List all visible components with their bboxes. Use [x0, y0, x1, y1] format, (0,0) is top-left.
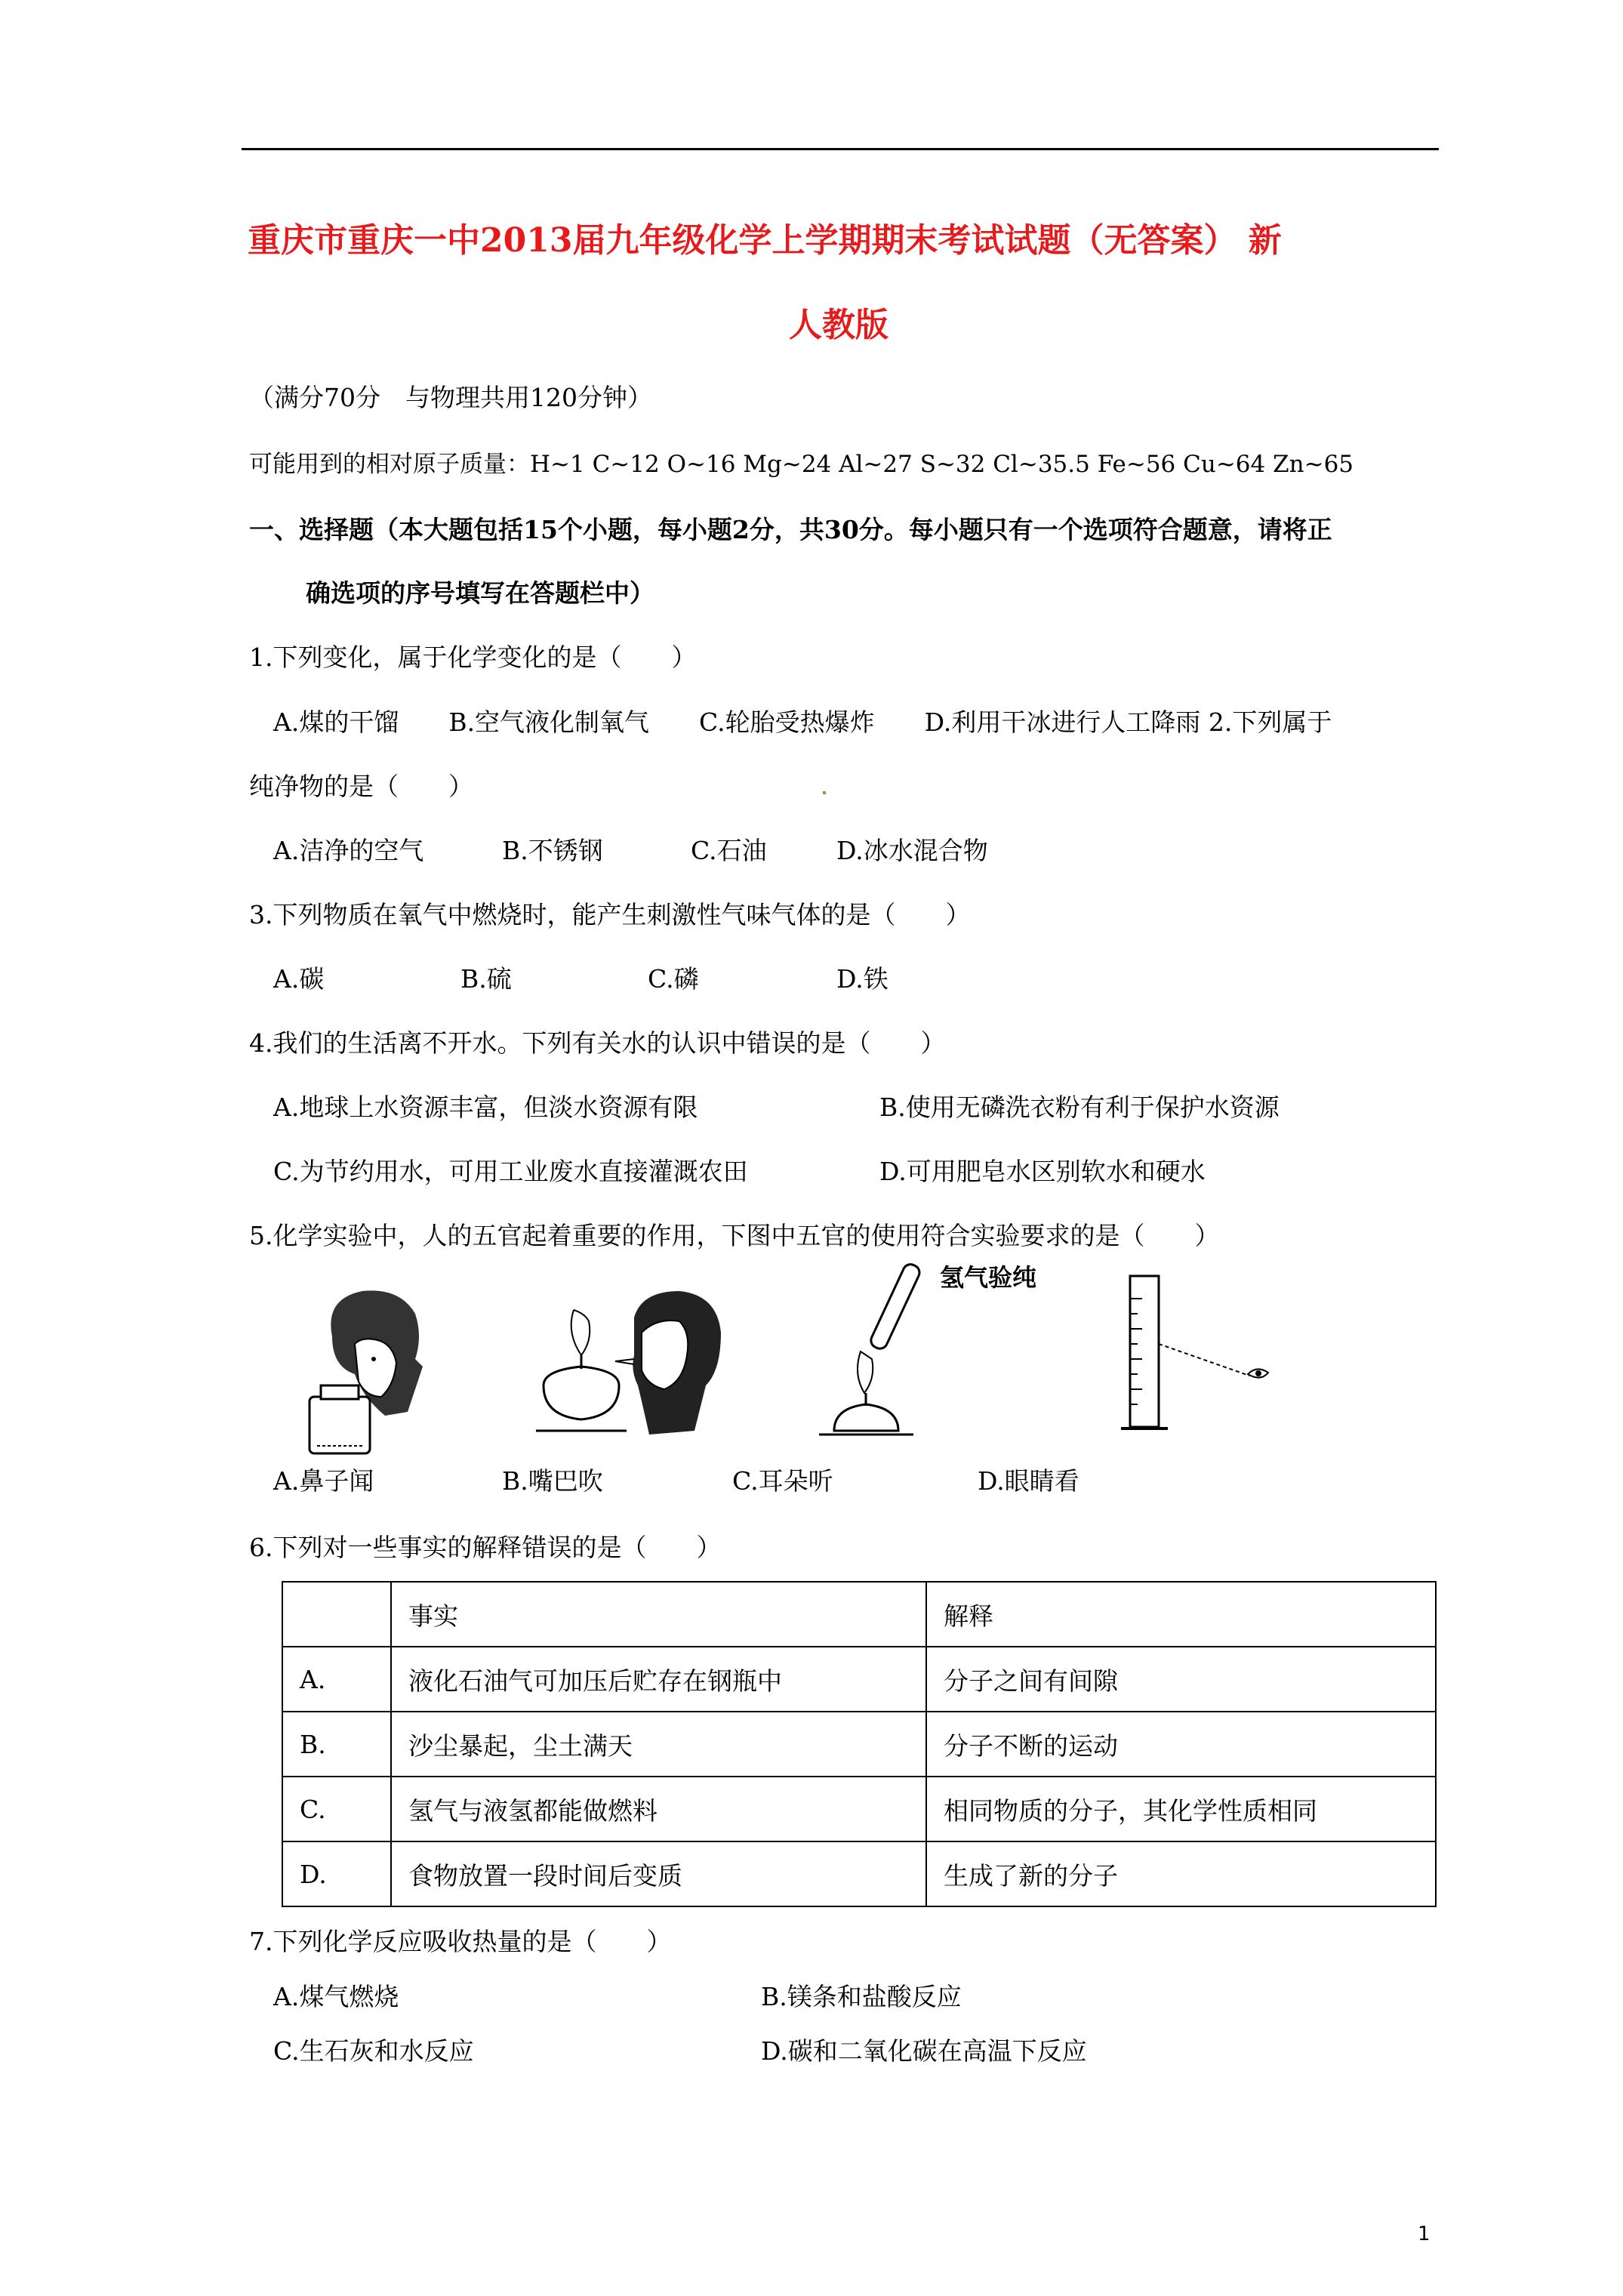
q4-option-c: C.为节约用水，可用工业废水直接灌溉农田: [273, 1157, 748, 1186]
q4-option-a: A.地球上水资源丰富，但淡水资源有限: [273, 1093, 698, 1122]
section1-heading: 一、选择题（本大题包括15个小题，每小题2分，共30分。每小题只有一个选项符合题意，请将正: [249, 515, 1332, 544]
q4-option-b: B.使用无磷洗衣粉有利于保护水资源: [879, 1093, 1280, 1122]
q3-stem: 3.下列物质在氧气中燃烧时，能产生刺激性气味气体的是（ ）: [249, 900, 971, 929]
nose-smell-figure: [302, 1284, 438, 1457]
table-row: [282, 1777, 1436, 1841]
table-cell: 分子之间有间隙: [926, 1647, 1436, 1712]
page-number: 1: [1418, 2223, 1431, 2245]
table-row: [282, 1712, 1436, 1777]
q5-option-d: D.眼睛看: [978, 1466, 1079, 1496]
table-header-cell: 事实: [391, 1582, 926, 1647]
q2-stem: 纯净物的是（ ）: [249, 772, 473, 801]
page-title-line1: 重庆市重庆一中2013届九年级化学上学期期末考试试题（无答案） 新: [248, 221, 1282, 260]
table-cell: 沙尘暴起，尘土满天: [391, 1712, 926, 1777]
speck: [823, 791, 826, 794]
eye-look-figure: [1113, 1268, 1280, 1442]
table-header-cell: [282, 1582, 391, 1647]
q3-option-d: D.铁: [836, 964, 888, 994]
q2-option-c: C.石油: [691, 836, 767, 865]
q6-stem: 6.下列对一些事实的解释错误的是（ ）: [249, 1533, 722, 1562]
table-cell: 氢气与液氢都能做燃料: [391, 1777, 926, 1841]
header-rule: [242, 148, 1439, 150]
q5-option-a: A.鼻子闻: [273, 1466, 374, 1496]
q1-options: A.煤的干馏 B.空气液化制氧气 C.轮胎受热爆炸 D.利用干冰进行人工降雨 2.下列属于: [273, 707, 1332, 737]
table-cell: A.: [282, 1647, 391, 1712]
q5-option-c: C.耳朵听: [732, 1466, 833, 1496]
q1-stem: 1.下列变化，属于化学变化的是（ ）: [249, 643, 697, 672]
table-cell: 液化石油气可加压后贮存在钢瓶中: [391, 1647, 926, 1712]
section1-heading-cont: 确选项的序号填写在答题栏中）: [306, 578, 654, 608]
q5-figure-caption: 氢气验纯: [940, 1263, 1037, 1292]
table-cell: B.: [282, 1712, 391, 1777]
q7-option-a: A.煤气燃烧: [273, 1982, 399, 2011]
q3-option-a: A.碳: [273, 964, 325, 994]
q3-option-b: B.硫: [460, 964, 512, 994]
q2-option-b: B.不锈钢: [502, 836, 603, 865]
q7-stem: 7.下列化学反应吸收热量的是（ ）: [249, 1927, 672, 1956]
q7-option-b: B.镁条和盐酸反应: [761, 1982, 962, 2011]
q2-option-d: D.冰水混合物: [836, 836, 988, 865]
table-cell: D.: [282, 1841, 391, 1906]
q4-option-d: D.可用肥皂水区别软水和硬水: [879, 1157, 1206, 1186]
q5-option-b: B.嘴巴吹: [502, 1466, 603, 1496]
q6-table: [282, 1581, 1437, 1907]
score-note: （满分70分 与物理共用120分钟）: [249, 383, 652, 412]
table-cell: C.: [282, 1777, 391, 1841]
q3-option-c: C.磷: [648, 964, 699, 994]
table-cell: 食物放置一段时间后变质: [391, 1841, 926, 1906]
table-row: [282, 1841, 1436, 1906]
table-row: [282, 1647, 1436, 1712]
table-cell: 分子不断的运动: [926, 1712, 1436, 1777]
atomic-masses: 可能用到的相对原子质量：H~1 C~12 O~16 Mg~24 Al~27 S~32 Cl~35.5 Fe~56 Cu~64 Zn~65: [249, 451, 1354, 478]
q7-option-d: D.碳和二氧化碳在高温下反应: [761, 2036, 1087, 2066]
q2-option-a: A.洁净的空气: [273, 836, 424, 865]
table-header-row: [282, 1582, 1436, 1647]
mouth-blow-figure: [528, 1287, 725, 1450]
q5-stem: 5.化学实验中，人的五官起着重要的作用，下图中五官的使用符合实验要求的是（ ）: [249, 1221, 1220, 1250]
table-cell: 生成了新的分子: [926, 1841, 1436, 1906]
page-title-line2: 人教版: [789, 306, 888, 344]
table-header-cell: 解释: [926, 1582, 1436, 1647]
table-cell: 相同物质的分子，其化学性质相同: [926, 1777, 1436, 1841]
q4-stem: 4.我们的生活离不开水。下列有关水的认识中错误的是（ ）: [249, 1028, 946, 1058]
ear-listen-figure: [819, 1253, 947, 1457]
q7-option-c: C.生石灰和水反应: [273, 2036, 474, 2066]
